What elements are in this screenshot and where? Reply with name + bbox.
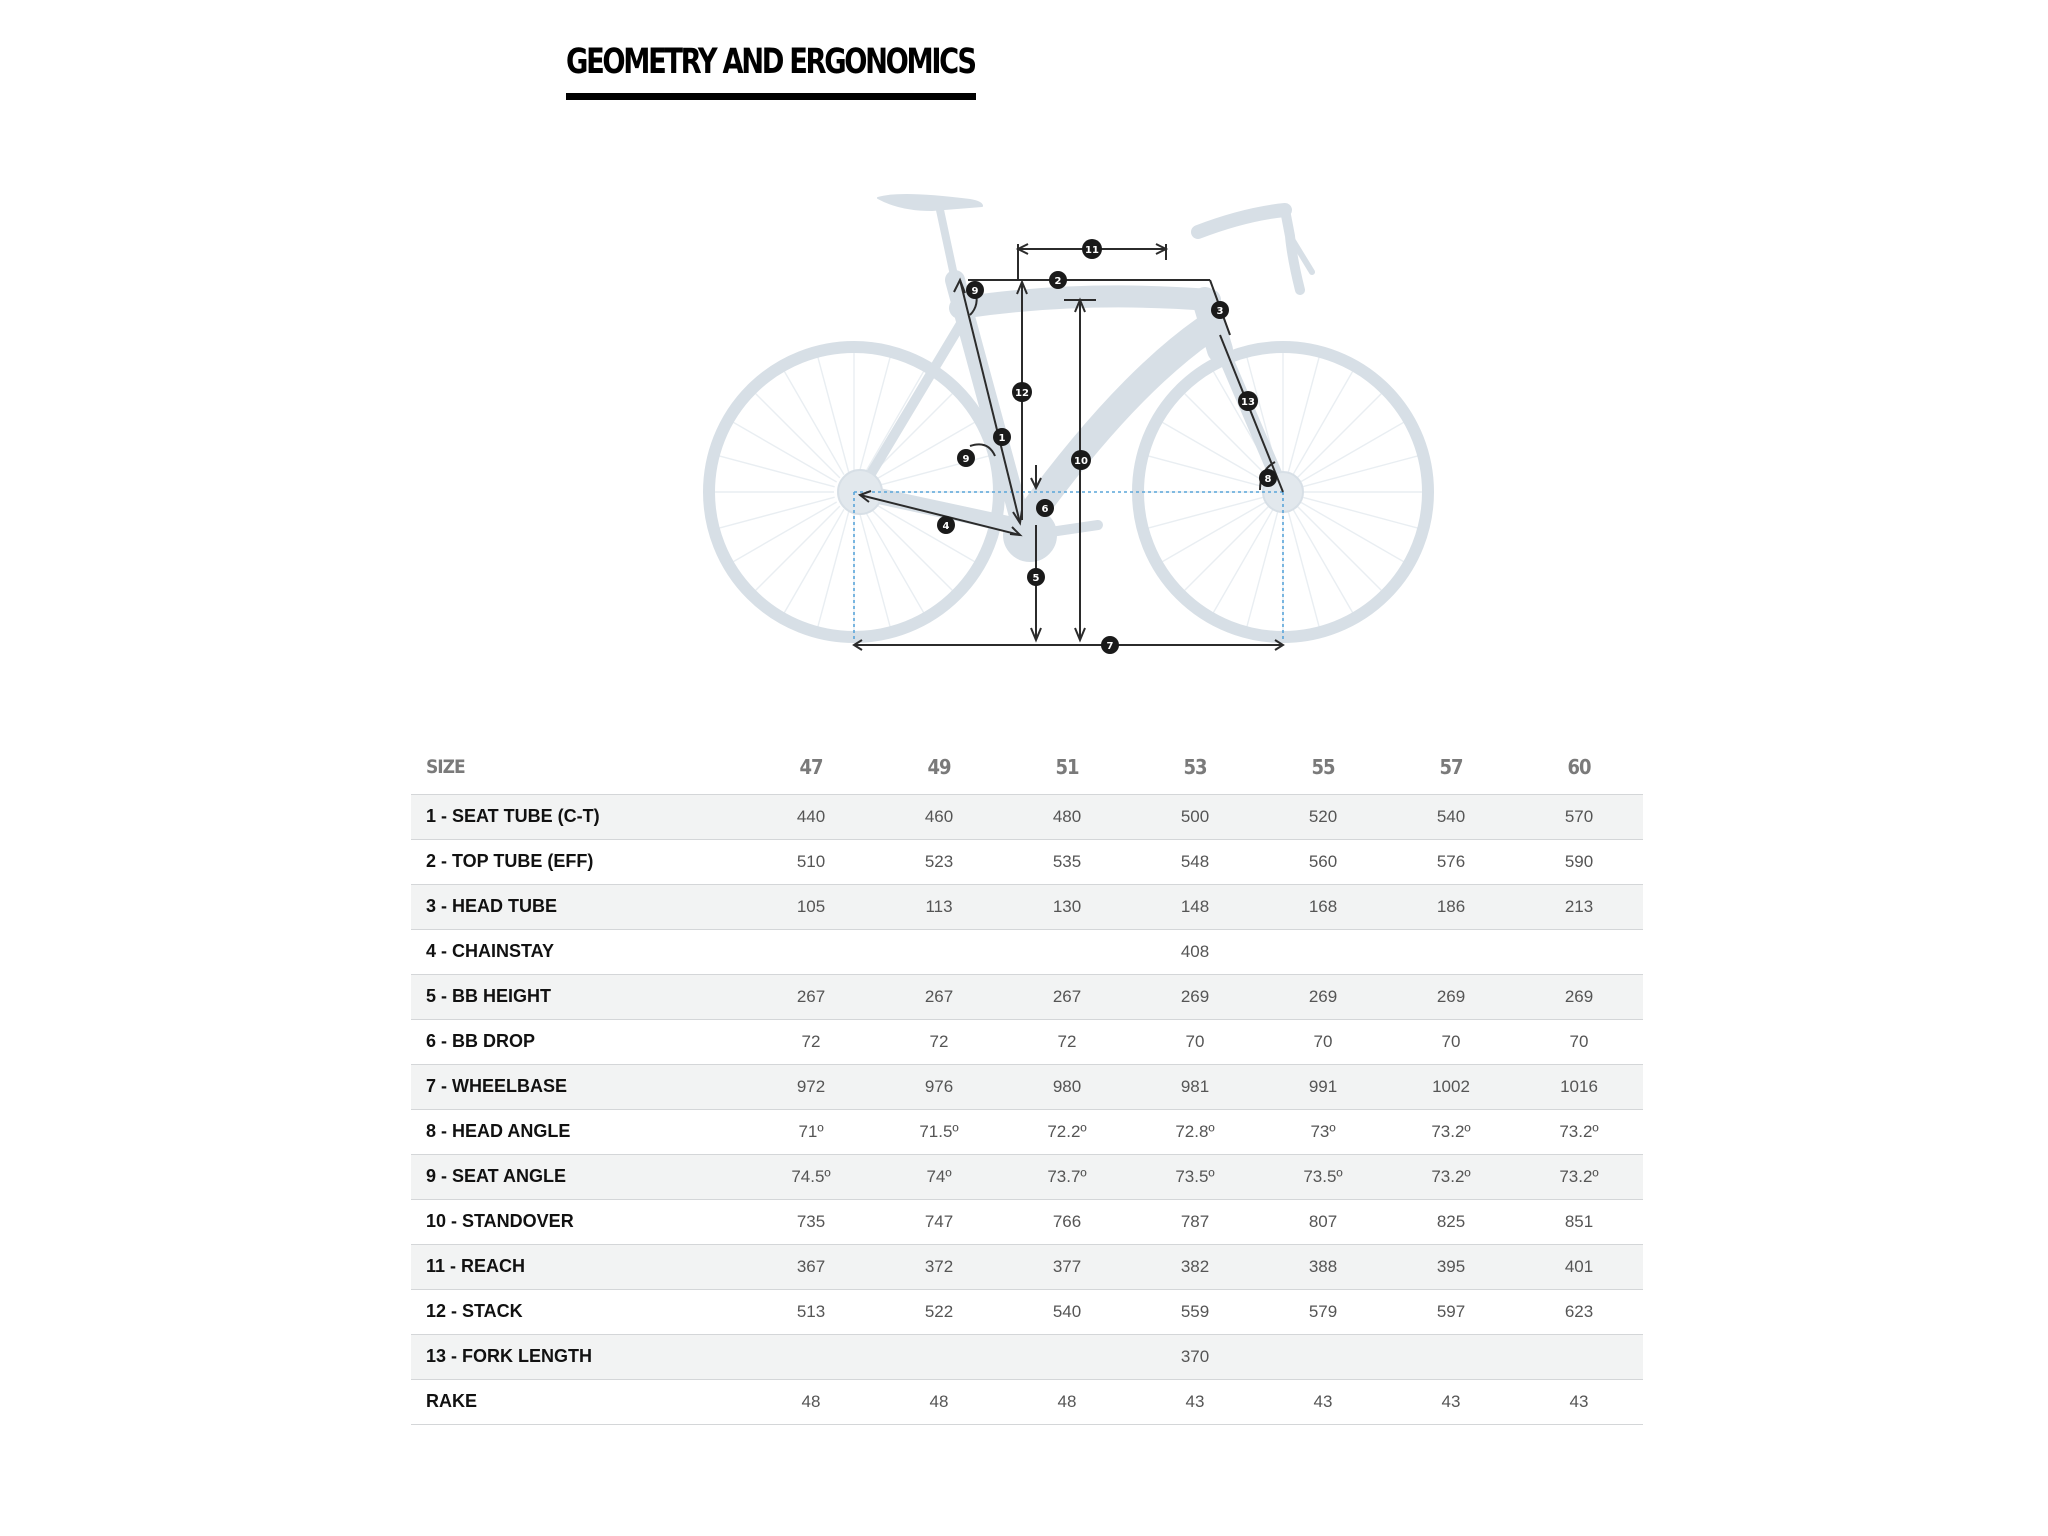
marker-8 — [1259, 469, 1277, 487]
size-column-header: 47 — [747, 740, 875, 794]
table-cell: 72 — [875, 1019, 1003, 1064]
table-cell: 401 — [1515, 1244, 1643, 1289]
table-cell: 535 — [1003, 839, 1131, 884]
svg-text:5: 5 — [1032, 573, 1040, 584]
table-cell: 1002 — [1387, 1064, 1515, 1109]
table-cell: 623 — [1515, 1289, 1643, 1334]
table-cell: 395 — [1387, 1244, 1515, 1289]
marker-3 — [1211, 301, 1229, 319]
size-column-header: 60 — [1515, 740, 1643, 794]
table-row — [411, 1289, 1643, 1334]
table-cell: 213 — [1515, 884, 1643, 929]
table-cell: 766 — [1003, 1199, 1131, 1244]
table-cell: 269 — [1515, 974, 1643, 1019]
table-cell: 113 — [875, 884, 1003, 929]
table-cell: 43 — [1515, 1379, 1643, 1424]
title-underline — [566, 93, 976, 100]
marker-13 — [1238, 391, 1258, 411]
table-cell: 72 — [1003, 1019, 1131, 1064]
table-cell: 269 — [1387, 974, 1515, 1019]
table-cell: 510 — [747, 839, 875, 884]
table-cell — [875, 1334, 1003, 1379]
marker-4 — [937, 516, 955, 534]
table-cell: 367 — [747, 1244, 875, 1289]
table-row — [411, 839, 1643, 884]
table-cell: 548 — [1131, 839, 1259, 884]
svg-text:10: 10 — [1074, 456, 1088, 467]
svg-text:11: 11 — [1085, 245, 1099, 256]
table-cell — [875, 929, 1003, 974]
row-label: 10 - STANDOVER — [411, 1199, 747, 1244]
table-cell: 1016 — [1515, 1064, 1643, 1109]
svg-text:13: 13 — [1241, 397, 1255, 408]
marker-6 — [1036, 499, 1054, 517]
table-row — [411, 884, 1643, 929]
marker-7 — [1101, 636, 1119, 654]
row-label: 11 - REACH — [411, 1244, 747, 1289]
table-cell: 267 — [747, 974, 875, 1019]
table-cell: 440 — [747, 794, 875, 839]
marker-9-bottom — [957, 449, 975, 467]
row-label: 5 - BB HEIGHT — [411, 974, 747, 1019]
table-cell: 408 — [1131, 929, 1259, 974]
table-cell: 972 — [747, 1064, 875, 1109]
table-cell: 73.2º — [1515, 1154, 1643, 1199]
table-body — [411, 794, 1643, 1424]
table-cell: 74.5º — [747, 1154, 875, 1199]
table-cell: 43 — [1259, 1379, 1387, 1424]
table-cell: 48 — [875, 1379, 1003, 1424]
table-cell: 579 — [1259, 1289, 1387, 1334]
table-cell: 976 — [875, 1064, 1003, 1109]
size-column-header: 51 — [1003, 740, 1131, 794]
table-cell: 540 — [1387, 794, 1515, 839]
table-cell: 186 — [1387, 884, 1515, 929]
table-cell: 540 — [1003, 1289, 1131, 1334]
table-cell — [1259, 1334, 1387, 1379]
table-cell: 73.5º — [1259, 1154, 1387, 1199]
svg-text:3: 3 — [1216, 306, 1224, 317]
table-cell: 267 — [875, 974, 1003, 1019]
table-row — [411, 929, 1643, 974]
table-cell: 522 — [875, 1289, 1003, 1334]
svg-text:2: 2 — [1054, 276, 1062, 287]
table-cell: 735 — [747, 1199, 875, 1244]
marker-12 — [1012, 382, 1032, 402]
table-row — [411, 1064, 1643, 1109]
table-cell: 576 — [1387, 839, 1515, 884]
table-cell: 269 — [1131, 974, 1259, 1019]
table-cell: 71.5º — [875, 1109, 1003, 1154]
table-cell: 48 — [1003, 1379, 1131, 1424]
table-cell: 807 — [1259, 1199, 1387, 1244]
table-cell: 560 — [1259, 839, 1387, 884]
wheel-spoke — [1297, 393, 1382, 478]
wheel-spoke — [1184, 506, 1269, 591]
table-cell: 787 — [1131, 1199, 1259, 1244]
svg-text:8: 8 — [1264, 474, 1272, 485]
table-cell: 747 — [875, 1199, 1003, 1244]
row-label: 12 - STACK — [411, 1289, 747, 1334]
table-cell: 48 — [747, 1379, 875, 1424]
row-label: RAKE — [411, 1379, 747, 1424]
table-cell: 73.2º — [1387, 1154, 1515, 1199]
table-cell: 43 — [1387, 1379, 1515, 1424]
table-cell: 377 — [1003, 1244, 1131, 1289]
wheel-spoke — [755, 393, 840, 478]
table-cell: 148 — [1131, 884, 1259, 929]
table-cell: 825 — [1387, 1199, 1515, 1244]
table-cell: 70 — [1131, 1019, 1259, 1064]
bike-geometry-diagram — [700, 190, 1450, 660]
table-row — [411, 794, 1643, 839]
table-cell: 73.2º — [1387, 1109, 1515, 1154]
table-cell — [1003, 1334, 1131, 1379]
table-row — [411, 1154, 1643, 1199]
wheel-spoke — [1297, 506, 1382, 591]
table-cell — [1387, 929, 1515, 974]
marker-5 — [1027, 568, 1045, 586]
size-column-header: 55 — [1259, 740, 1387, 794]
marker-2 — [1049, 271, 1067, 289]
svg-text:9: 9 — [962, 454, 970, 465]
table-cell: 372 — [875, 1244, 1003, 1289]
table-cell: 991 — [1259, 1064, 1387, 1109]
table-cell: 851 — [1515, 1199, 1643, 1244]
table-cell: 267 — [1003, 974, 1131, 1019]
table-cell — [1387, 1334, 1515, 1379]
geometry-table — [411, 740, 1643, 1425]
row-label: 3 - HEAD TUBE — [411, 884, 747, 929]
table-cell: 73.2º — [1515, 1109, 1643, 1154]
table-cell: 70 — [1515, 1019, 1643, 1064]
page-title: GEOMETRY AND ERGONOMICS — [566, 42, 975, 82]
row-label: 7 - WHEELBASE — [411, 1064, 747, 1109]
table-cell: 460 — [875, 794, 1003, 839]
table-cell: 500 — [1131, 794, 1259, 839]
row-label: 8 - HEAD ANGLE — [411, 1109, 747, 1154]
svg-text:7: 7 — [1106, 641, 1114, 652]
wheel-spoke — [755, 506, 840, 591]
table-cell: 480 — [1003, 794, 1131, 839]
table-header-row — [411, 740, 1643, 794]
table-cell: 597 — [1387, 1289, 1515, 1334]
marker-11 — [1082, 239, 1102, 259]
table-cell — [1515, 1334, 1643, 1379]
table-cell: 73.7º — [1003, 1154, 1131, 1199]
table-row — [411, 1019, 1643, 1064]
table-cell: 520 — [1259, 794, 1387, 839]
table-cell: 73.5º — [1131, 1154, 1259, 1199]
table-cell: 73º — [1259, 1109, 1387, 1154]
table-cell — [1003, 929, 1131, 974]
table-cell — [1515, 929, 1643, 974]
svg-text:1: 1 — [998, 433, 1006, 444]
table-cell: 269 — [1259, 974, 1387, 1019]
table-cell: 70 — [1259, 1019, 1387, 1064]
table-row — [411, 1379, 1643, 1424]
table-cell: 382 — [1131, 1244, 1259, 1289]
table-cell: 590 — [1515, 839, 1643, 884]
table-cell: 74º — [875, 1154, 1003, 1199]
table-cell: 130 — [1003, 884, 1131, 929]
table-cell: 105 — [747, 884, 875, 929]
size-header: SIZE — [411, 740, 747, 794]
row-label: 1 - SEAT TUBE (C-T) — [411, 794, 747, 839]
row-label: 6 - BB DROP — [411, 1019, 747, 1064]
row-label: 4 - CHAINSTAY — [411, 929, 747, 974]
table-row — [411, 1244, 1643, 1289]
row-label: 13 - FORK LENGTH — [411, 1334, 747, 1379]
table-cell: 168 — [1259, 884, 1387, 929]
table-cell: 43 — [1131, 1379, 1259, 1424]
table-cell: 513 — [747, 1289, 875, 1334]
table-cell: 72.8º — [1131, 1109, 1259, 1154]
size-column-header: 53 — [1131, 740, 1259, 794]
table-cell: 72 — [747, 1019, 875, 1064]
marker-9-top — [966, 281, 984, 299]
marker-10 — [1071, 450, 1091, 470]
table-cell: 523 — [875, 839, 1003, 884]
table-cell: 71º — [747, 1109, 875, 1154]
svg-text:12: 12 — [1015, 388, 1029, 399]
table-cell: 370 — [1131, 1334, 1259, 1379]
table-cell — [747, 929, 875, 974]
table-cell: 980 — [1003, 1064, 1131, 1109]
table-cell: 570 — [1515, 794, 1643, 839]
size-column-header: 57 — [1387, 740, 1515, 794]
table-row — [411, 1199, 1643, 1244]
row-label: 9 - SEAT ANGLE — [411, 1154, 747, 1199]
svg-text:4: 4 — [942, 521, 950, 532]
table-row — [411, 1109, 1643, 1154]
table-cell: 559 — [1131, 1289, 1259, 1334]
table-cell: 981 — [1131, 1064, 1259, 1109]
table-cell — [747, 1334, 875, 1379]
table-cell: 72.2º — [1003, 1109, 1131, 1154]
size-column-header: 49 — [875, 740, 1003, 794]
table-cell: 70 — [1387, 1019, 1515, 1064]
table-cell — [1259, 929, 1387, 974]
table-cell: 388 — [1259, 1244, 1387, 1289]
row-label: 2 - TOP TUBE (EFF) — [411, 839, 747, 884]
bike-frame-icon — [700, 190, 1450, 660]
svg-text:6: 6 — [1041, 504, 1049, 515]
marker-1 — [993, 428, 1011, 446]
table-row — [411, 974, 1643, 1019]
table-row — [411, 1334, 1643, 1379]
svg-text:9: 9 — [971, 286, 979, 297]
